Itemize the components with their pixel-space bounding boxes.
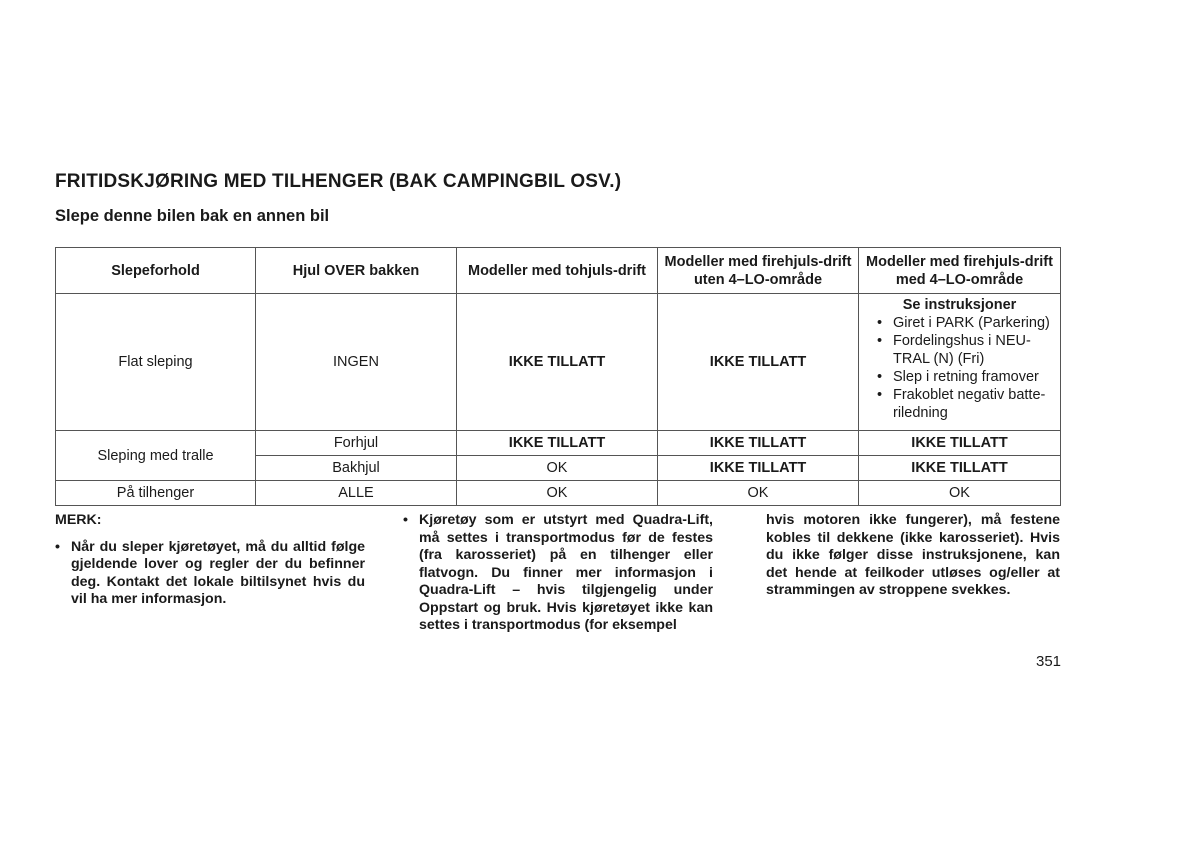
cell-wheels: ALLE bbox=[256, 481, 457, 506]
cell-4wd-lo-instructions bbox=[859, 294, 1061, 431]
cell-wheels: INGEN bbox=[256, 294, 457, 431]
notes-column-3: hvis motoren ikke fungerer), må festene kobles til dekkene (ikke karosseriet). Hvis du ikke følger disse instruksjonene, kan det hende at feilkoder utløses og/eller at strammingen av stroppene svekkes. bbox=[766, 512, 1060, 598]
cell-2wd: IKKE TILLATT bbox=[457, 431, 658, 456]
bullet-icon: • bbox=[877, 315, 883, 331]
towing-table bbox=[55, 247, 1061, 506]
instructions-list bbox=[863, 314, 1056, 422]
list-item bbox=[875, 332, 1056, 368]
cell-condition: Flat sleping bbox=[56, 294, 256, 431]
header-4wd-no-lo: Modeller med firehjuls-drift uten 4–LO-område bbox=[658, 248, 859, 294]
header-2wd: Modeller med tohjuls-drift bbox=[457, 248, 658, 294]
bullet-icon: • bbox=[403, 512, 408, 528]
cell-4wd-no-lo: IKKE TILLATT bbox=[658, 456, 859, 481]
notes-column-1 bbox=[55, 512, 365, 609]
cell-2wd: IKKE TILLATT bbox=[457, 294, 658, 431]
notes-column-2 bbox=[403, 512, 713, 635]
bullet-icon: • bbox=[877, 387, 883, 403]
table-row bbox=[56, 481, 1061, 506]
notes-title: MERK: bbox=[55, 512, 102, 528]
list-item bbox=[875, 368, 1056, 386]
header-4wd-lo: Modeller med firehjuls-drift med 4–LO-område bbox=[859, 248, 1061, 294]
cell-condition: På tilhenger bbox=[56, 481, 256, 506]
page-number: 351 bbox=[1036, 653, 1062, 670]
instruction-text: Frakoblet negativ batte-riledning bbox=[893, 387, 1046, 421]
cell-4wd-no-lo: OK bbox=[658, 481, 859, 506]
instruction-text: Fordelingshus i NEU-TRAL (N) (Fri) bbox=[893, 333, 1031, 367]
table-header-row bbox=[56, 248, 1061, 294]
bullet-icon: • bbox=[55, 538, 60, 555]
cell-2wd: OK bbox=[457, 481, 658, 506]
cell-4wd-lo: IKKE TILLATT bbox=[859, 456, 1061, 481]
header-condition: Slepeforhold bbox=[56, 248, 256, 294]
note-bullet bbox=[403, 512, 713, 635]
instruction-text: Slep i retning framover bbox=[893, 369, 1039, 385]
note-text: Når du sleper kjøretøyet, må du alltid følge gjeldende lover og regler der du befinner deg. Kontakt det lokale biltilsynet hvis du vil ha mer informasjon. bbox=[71, 538, 365, 607]
cell-4wd-no-lo: IKKE TILLATT bbox=[658, 431, 859, 456]
cell-condition: Sleping med tralle bbox=[56, 431, 256, 481]
table-row bbox=[56, 294, 1061, 431]
cell-wheels: Forhjul bbox=[256, 431, 457, 456]
note-bullet bbox=[55, 539, 365, 609]
list-item bbox=[875, 314, 1056, 332]
cell-4wd-lo: OK bbox=[859, 481, 1061, 506]
table-row bbox=[56, 431, 1061, 456]
bullet-icon: • bbox=[877, 369, 883, 385]
header-wheels: Hjul OVER bakken bbox=[256, 248, 457, 294]
cell-4wd-lo: IKKE TILLATT bbox=[859, 431, 1061, 456]
bullet-icon: • bbox=[877, 333, 883, 349]
page-title: FRITIDSKJØRING MED TILHENGER (BAK CAMPINGBIL OSV.) bbox=[55, 171, 622, 192]
cell-4wd-no-lo: IKKE TILLATT bbox=[658, 294, 859, 431]
cell-2wd: OK bbox=[457, 456, 658, 481]
cell-wheels: Bakhjul bbox=[256, 456, 457, 481]
section-subtitle: Slepe denne bilen bak en annen bil bbox=[55, 207, 330, 225]
note-text: Kjøretøy som er utstyrt med Quadra-Lift, må settes i transportmodus før de festes (fra karosseriet) på en tilhenger eller flatvogn. Du finner mer informasjon i Quadra-Lift – hvis tilgjengelig under Oppstart og bruk. Hvis kjøretøyet ikke kan settes i transportmodus (for eksempel bbox=[419, 512, 713, 633]
instruction-text: Giret i PARK (Parkering) bbox=[893, 315, 1050, 331]
list-item bbox=[875, 386, 1056, 422]
instructions-title: Se instruksjoner bbox=[902, 297, 1017, 313]
